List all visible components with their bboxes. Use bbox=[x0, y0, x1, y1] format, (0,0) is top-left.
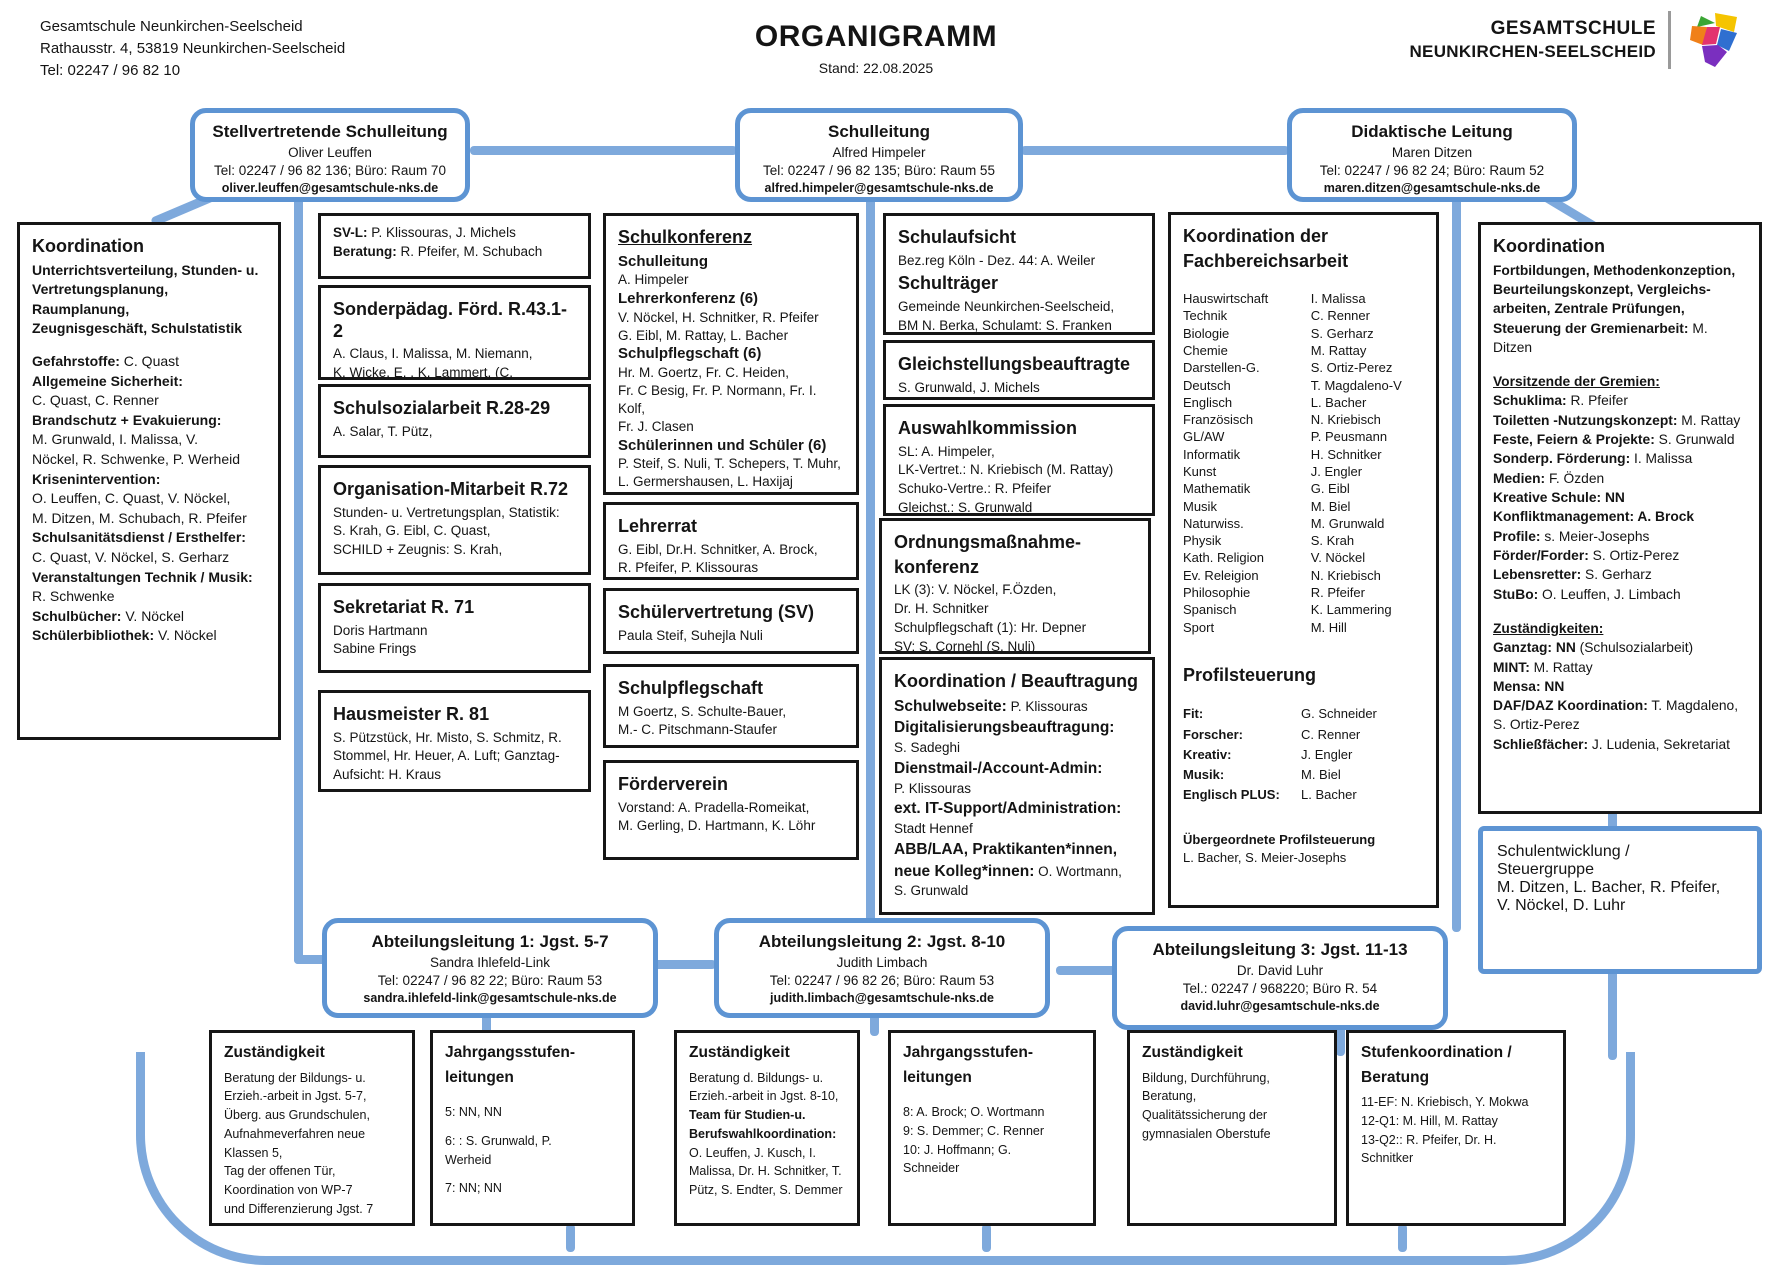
label-value-line: Beratung: R. Pfeifer, M. Schubach bbox=[333, 243, 543, 259]
box-title: Schülervertretung (SV) bbox=[618, 602, 815, 622]
box-zustaendigkeit-al1 bbox=[209, 1030, 415, 1226]
text-line: Sabine Frings bbox=[333, 641, 417, 657]
text-line: P. Klissouras bbox=[894, 780, 972, 796]
box-title: Hausmeister R. 81 bbox=[333, 704, 490, 724]
text-line: ext. IT-Support/Administration: bbox=[894, 800, 1122, 818]
label-value-line: Schuklima: R. Pfeifer bbox=[1493, 393, 1628, 409]
text-line: M. Grunwald, I. Malissa, V. bbox=[32, 431, 198, 448]
text-line: Stommel, Hr. Heuer, A. Luft; Ganztag- bbox=[333, 748, 560, 764]
text-line: Übergeordnete Profilsteuerung bbox=[1183, 832, 1376, 848]
label-value-line: Feste, Feiern & Projekte: S. Grunwald bbox=[1493, 432, 1735, 448]
connector-line bbox=[566, 1224, 575, 1252]
list-row: Mathematik G. Eibl bbox=[1183, 481, 1350, 497]
box-title: Jahrgangsstufen- bbox=[903, 1044, 1034, 1061]
text-line: Dr. H. Schnitker bbox=[894, 601, 989, 617]
box-title: Schulsozialarbeit R.28-29 bbox=[333, 398, 551, 418]
school-street: Rathausstr. 4, 53819 Neunkirchen-Seelscheid bbox=[40, 39, 346, 57]
two-column-list bbox=[1183, 704, 1424, 805]
email: maren.ditzen@gesamtschule-nks.de bbox=[1323, 181, 1541, 196]
text-line: LK-Vertret.: N. Kriebisch (M. Rattay) bbox=[898, 462, 1114, 478]
text-line: S. Grunwald, J. Michels bbox=[898, 379, 1040, 395]
box-title: Beratung bbox=[1361, 1068, 1430, 1086]
box-schulpflegschaft bbox=[603, 664, 859, 748]
text-line: Vorsitzende der Gremien: bbox=[1493, 374, 1660, 390]
phone-room: Tel.: 02247 / 968220; Büro R. 54 bbox=[1182, 981, 1378, 997]
logo-line1: GESAMTSCHULE bbox=[1490, 17, 1656, 39]
box-title: leitungen bbox=[903, 1068, 972, 1086]
box-title: Zuständigkeit bbox=[689, 1044, 790, 1061]
text-line: Team für Studien-u. bbox=[689, 1108, 806, 1123]
box-schulaufsicht-schultraeger bbox=[883, 213, 1155, 335]
box-sekretariat bbox=[318, 583, 591, 673]
text-line: Allgemeine Sicherheit: bbox=[32, 372, 183, 389]
text-line: A. Claus, I. Malissa, M. Niemann, bbox=[333, 346, 533, 362]
label-value-line: Schulwebseite: P. Klissouras bbox=[894, 697, 1088, 715]
list-row: Musik: M. Biel bbox=[1183, 766, 1341, 782]
text-line: R. Schwenke bbox=[32, 588, 115, 605]
text-line: Fortbildungen, Methodenkonzeption, bbox=[1493, 262, 1736, 278]
box-title: Schulaufsicht bbox=[898, 227, 1017, 247]
text-line: SL: A. Himpeler, bbox=[898, 443, 995, 459]
spacer bbox=[1183, 818, 1424, 831]
text-line: Doris Hartmann bbox=[333, 622, 428, 638]
box-title: Schulträger bbox=[898, 273, 999, 294]
box-title: Profilsteuerung bbox=[1183, 664, 1317, 685]
person-name: Alfred Himpeler bbox=[832, 145, 926, 160]
label-value-line: Ganztag: NN (Schulsozialarbeit) bbox=[1493, 640, 1694, 656]
list-row: Spanisch K. Lammering bbox=[1183, 602, 1392, 618]
school-phone: Tel: 02247 / 96 82 10 bbox=[40, 61, 181, 79]
list-row: Forscher: C. Renner bbox=[1183, 726, 1361, 742]
text-line: Hr. M. Goertz, Fr. C. Heiden, bbox=[618, 364, 790, 380]
text-line: Paula Steif, Suhejla Nuli bbox=[618, 627, 763, 643]
connector-line bbox=[294, 196, 303, 964]
text-line: A. Himpeler bbox=[618, 272, 689, 288]
box-title: Didaktische Leitung bbox=[1351, 122, 1513, 141]
spacer bbox=[445, 1122, 620, 1132]
person-name: Sandra Ihlefeld-Link bbox=[429, 955, 551, 970]
list-row: Sport M. Hill bbox=[1183, 619, 1347, 635]
box-title: Koordination bbox=[32, 236, 144, 256]
text-line: 13-Q2:: R. Pfeifer, Dr. H. bbox=[1361, 1132, 1497, 1147]
label-value-line: neue Kolleg*innen: O. Wortmann, bbox=[894, 862, 1122, 880]
spacer bbox=[1183, 805, 1424, 818]
text-line: 7: NN; NN bbox=[445, 1181, 502, 1196]
label-value-line: Sonderp. Förderung: I. Malissa bbox=[1493, 451, 1693, 467]
text-line: Berufswahlkoordination: bbox=[689, 1126, 837, 1141]
box-title: Sekretariat R. 71 bbox=[333, 597, 475, 617]
list-row: Deutsch T. Magdaleno-V bbox=[1183, 377, 1402, 393]
text-line: S. Ortiz-Perez bbox=[1493, 717, 1580, 733]
text-line: Dienstmail-/Account-Admin: bbox=[894, 759, 1103, 777]
text-line: Schulpflegschaft (1): Hr. Depner bbox=[894, 619, 1087, 635]
box-auswahlkommission bbox=[883, 404, 1155, 516]
version-date: Stand: 22.08.2025 bbox=[818, 60, 934, 76]
text-line: Stunden- u. Vertretungsplan, Statistik: bbox=[333, 504, 560, 520]
text-line: Zuständigkeiten: bbox=[1493, 620, 1604, 636]
text-line: Gleichst.: S. Grunwald bbox=[898, 500, 1033, 516]
text-line: G. Eibl, M. Rattay, L. Bacher bbox=[618, 327, 789, 343]
spacer bbox=[32, 339, 266, 352]
school-logo bbox=[1409, 10, 1747, 70]
box-svl-beratung bbox=[318, 213, 591, 279]
label-value-line: Medien: F. Özden bbox=[1493, 470, 1605, 486]
connector-line bbox=[1336, 1026, 1345, 1056]
box-abteilungsleitung-3 bbox=[1112, 926, 1448, 1030]
list-row: Kath. Religion V. Nöckel bbox=[1183, 550, 1366, 566]
label-value-line: Mensa: NN bbox=[1493, 678, 1565, 694]
box-gleichstellungsbeauftragte bbox=[883, 340, 1155, 400]
phone-room: Tel: 02247 / 96 82 24; Büro: Raum 52 bbox=[1319, 163, 1545, 179]
label-value-line: Förder/Forder: S. Ortiz-Perez bbox=[1493, 547, 1680, 563]
text-line: S. Grunwald bbox=[894, 883, 969, 899]
text-line: Krisenintervention: bbox=[32, 470, 161, 487]
connector-line bbox=[982, 1224, 991, 1252]
box-schulleitung bbox=[735, 108, 1023, 202]
text-line: Brandschutz + Evakuierung: bbox=[32, 411, 222, 428]
list-row: Technik C. Renner bbox=[1183, 308, 1370, 324]
text-line: Gemeinde Neunkirchen-Seelscheid, bbox=[898, 299, 1115, 315]
box-ordnungsmassnahmekonferenz bbox=[879, 518, 1151, 654]
text-line: BM N. Berka, Schulamt: S. Franken bbox=[898, 317, 1112, 333]
text-line: SV: S. Cornehl (S. Nuli) bbox=[894, 638, 1036, 654]
spacer bbox=[1183, 636, 1424, 649]
box-title: Gleichstellungsbeauftragte bbox=[898, 354, 1131, 374]
list-row: Fit: G. Schneider bbox=[1183, 706, 1377, 722]
text-line: Vorstand: A. Pradella-Romeikat, bbox=[618, 799, 810, 815]
text-line: gymnasialen Oberstufe bbox=[1142, 1126, 1271, 1141]
text-line: L. Bacher, S. Meier-Josephs bbox=[1183, 850, 1347, 866]
spacer bbox=[1493, 604, 1747, 617]
connector-line bbox=[1056, 966, 1116, 975]
list-row: Englisch PLUS: L. Bacher bbox=[1183, 786, 1357, 802]
logo-text bbox=[1409, 17, 1656, 64]
text-line: K. Wicke, E. , K. Lammert, (C. bbox=[333, 365, 514, 381]
label-value-line: Kreative Schule: NN bbox=[1493, 490, 1625, 506]
spacer bbox=[1183, 649, 1424, 662]
two-column-list bbox=[1183, 290, 1424, 636]
list-row: Chemie M. Rattay bbox=[1183, 343, 1367, 359]
text-line: R. Pfeifer, P. Klissouras bbox=[618, 560, 759, 576]
box-title: Auswahlkommission bbox=[898, 418, 1078, 438]
box-title: Zuständigkeit bbox=[1142, 1044, 1243, 1061]
spacer bbox=[1183, 275, 1424, 288]
list-row: Biologie S. Gerharz bbox=[1183, 325, 1374, 341]
box-foerderverein bbox=[603, 760, 859, 860]
box-lehrerrat bbox=[603, 502, 859, 580]
label-value-line: Gefahrstoffe: C. Quast bbox=[32, 352, 180, 369]
connector-line bbox=[654, 960, 716, 969]
text-line: 6: : S. Grunwald, P. bbox=[445, 1133, 552, 1148]
text-line: Fr. J. Clasen bbox=[618, 418, 694, 434]
label-value-line: Schülerbibliothek: V. Nöckel bbox=[32, 627, 217, 644]
text-line: Aufnahmeverfahren neue bbox=[224, 1126, 366, 1141]
text-line: Qualitätssicherung der bbox=[1142, 1108, 1268, 1123]
label-value-line: Profile: s. Meier-Josephs bbox=[1493, 528, 1650, 544]
list-row: Ev. Releigion N. Kriebisch bbox=[1183, 567, 1381, 583]
box-title: Schulpflegschaft bbox=[618, 678, 764, 698]
text-line: 11-EF: N. Kriebisch, Y. Mokwa bbox=[1361, 1095, 1529, 1110]
list-row: Darstellen-G. S. Ortiz-Perez bbox=[1183, 360, 1393, 376]
label-value-line: MINT: M. Rattay bbox=[1493, 659, 1593, 675]
phone-room: Tel: 02247 / 96 82 136; Büro: Raum 70 bbox=[214, 163, 446, 179]
text-line: M. Ditzen, M. Schubach, R. Pfeifer bbox=[32, 509, 247, 526]
box-title: Förderverein bbox=[618, 774, 729, 794]
logo-line2: NEUNKIRCHEN-SEELSCHEID bbox=[1409, 42, 1656, 62]
text-line: V. Nöckel, D. Luhr bbox=[1497, 897, 1626, 914]
text-line: M.- C. Pitschmann-Staufer bbox=[618, 722, 778, 738]
list-row: Französisch N. Kriebisch bbox=[1183, 412, 1381, 428]
box-jahrgangsstufenleitungen-al1 bbox=[430, 1030, 635, 1226]
text-line: Fr. C Besig, Fr. P. Normann, Fr. I. Kolf, bbox=[618, 382, 817, 416]
person-name: Judith Limbach bbox=[836, 955, 928, 970]
text-line: Beratung d. Bildungs- u. bbox=[689, 1070, 824, 1085]
spacer bbox=[445, 1169, 620, 1179]
connector-line bbox=[1452, 198, 1461, 932]
text-line: Vertretungsplanung, Raumplanung, bbox=[32, 281, 169, 317]
text-line: L. Germershausen, L. Haxijaj bbox=[618, 474, 793, 490]
school-address-block bbox=[40, 16, 345, 81]
box-zustaendigkeit-al2 bbox=[674, 1030, 860, 1226]
email: david.luhr@gesamtschule-nks.de bbox=[1180, 999, 1380, 1014]
spacer bbox=[445, 1093, 620, 1103]
text-line: Schulpflegschaft (6) bbox=[618, 345, 762, 363]
text-line: Schneider bbox=[903, 1161, 960, 1176]
box-koordination-fachbereichsarbeit bbox=[1168, 212, 1439, 908]
text-line: Aufsicht: H. Kraus bbox=[333, 767, 442, 783]
text-line: Zeugnisgeschäft, Schulstatistik bbox=[32, 320, 243, 337]
text-line: Schulleitung bbox=[618, 252, 708, 270]
text-line: arbeiten, Zentrale Prüfungen, bbox=[1493, 301, 1685, 317]
text-line: Klassen 5, bbox=[224, 1145, 283, 1160]
phone-room: Tel: 02247 / 96 82 26; Büro: Raum 53 bbox=[769, 973, 995, 989]
text-line: 9: S. Demmer; C. Renner bbox=[903, 1123, 1045, 1138]
text-line: M. Ditzen, L. Bacher, R. Pfeifer, bbox=[1497, 879, 1721, 896]
box-sonderpaedagogische-foerderung bbox=[318, 285, 591, 380]
text-line: Überg. aus Grundschulen, bbox=[224, 1108, 370, 1123]
text-line: C. Quast, V. Nöckel, S. Gerharz bbox=[32, 548, 230, 565]
text-line: M Goertz, S. Schulte-Bauer, bbox=[618, 703, 787, 719]
label-value-line: StuBo: O. Leuffen, J. Limbach bbox=[1493, 586, 1681, 602]
text-line: Digitalisierungsbeauftragung: bbox=[894, 719, 1115, 737]
email: oliver.leuffen@gesamtschule-nks.de bbox=[221, 181, 439, 196]
connector-line bbox=[1021, 146, 1289, 155]
list-row: GL/AW P. Peusmann bbox=[1183, 429, 1388, 445]
box-koordination-rechts bbox=[1478, 222, 1762, 814]
text-line: O. Leuffen, J. Kusch, I. bbox=[689, 1145, 816, 1160]
box-title: Schulentwicklung / bbox=[1497, 843, 1630, 860]
box-title: Lehrerrat bbox=[618, 516, 698, 536]
text-line: Bildung, Durchführung, bbox=[1142, 1070, 1270, 1085]
list-row: Informatik H. Schnitker bbox=[1183, 446, 1382, 462]
box-koordination-beauftragung bbox=[879, 657, 1155, 915]
label-value-line: SV-L: P. Klissouras, J. Michels bbox=[333, 225, 516, 240]
text-line: Nöckel, R. Schwenke, P. Werheid bbox=[32, 450, 241, 467]
list-row: Philosophie R. Pfeifer bbox=[1183, 584, 1365, 600]
text-line: Stadt Hennef bbox=[894, 821, 973, 837]
text-line: und Differenzierung Jgst. 7 bbox=[224, 1201, 374, 1216]
text-line: ABB/LAA, Praktikanten*innen, bbox=[894, 841, 1118, 859]
text-line: 10: J. Hoffmann; G. bbox=[903, 1142, 1012, 1157]
text-line: Erzieh.-arbeit in Jgst. 5-7, bbox=[224, 1089, 367, 1104]
box-title: Stellvertretende Schulleitung bbox=[212, 122, 448, 141]
label-value-line: Konfliktmanagement: A. Brock bbox=[1493, 509, 1695, 525]
email: judith.limbach@gesamtschule-nks.de bbox=[769, 991, 995, 1006]
box-stufenkoordination-beratung bbox=[1346, 1030, 1566, 1226]
text-line: M. Gerling, D. Hartmann, K. Löhr bbox=[618, 818, 816, 834]
box-title: Abteilungsleitung 1: Jgst. 5-7 bbox=[371, 932, 609, 951]
box-schulkonferenz bbox=[603, 213, 859, 495]
text-line: Bez.reg Köln - Dez. 44: A. Weiler bbox=[898, 252, 1096, 268]
box-title: Schulleitung bbox=[828, 122, 930, 141]
box-title: Jahrgangsstufen- bbox=[445, 1044, 576, 1061]
label-value-line: Lebensretter: S. Gerharz bbox=[1493, 567, 1652, 583]
person-name: Oliver Leuffen bbox=[288, 145, 372, 160]
spacer bbox=[1183, 689, 1424, 702]
label-value-line: Schulbücher: V. Nöckel bbox=[32, 607, 184, 624]
label-value-line: Toiletten -Nutzungskonzept: M. Rattay bbox=[1493, 412, 1741, 428]
box-stellvertretende-schulleitung bbox=[190, 108, 470, 202]
label-value-line: Schließfächer: J. Ludenia, Sekretariat bbox=[1493, 736, 1730, 752]
text-line: P. Steif, S. Nuli, T. Schepers, T. Muhr, bbox=[618, 456, 841, 472]
text-line: Tag der offenen Tür, bbox=[224, 1164, 336, 1179]
label-value-line: DAF/DAZ Koordination: T. Magdaleno, bbox=[1493, 698, 1739, 714]
connector-line bbox=[1398, 1224, 1407, 1252]
connector-line bbox=[1608, 970, 1617, 1060]
text-line: Unterrichtsverteilung, Stunden- u. bbox=[32, 261, 259, 278]
text-line: C. Quast, C. Renner bbox=[32, 392, 159, 409]
box-title: Zuständigkeit bbox=[224, 1044, 325, 1061]
text-line: A. Salar, T. Pütz, bbox=[333, 423, 433, 439]
text-line: 5: NN, NN bbox=[445, 1105, 502, 1120]
list-row: Hauswirtschaft I. Malissa bbox=[1183, 291, 1366, 307]
list-row: Naturwiss. M. Grunwald bbox=[1183, 515, 1385, 531]
text-line: Werheid bbox=[445, 1152, 492, 1167]
text-line: Beratung der Bildungs- u. bbox=[224, 1070, 366, 1085]
connector-line bbox=[470, 146, 737, 155]
box-schulentwicklung-steuergruppe bbox=[1478, 826, 1762, 974]
text-line: G. Eibl, Dr.H. Schnitker, A. Brock, bbox=[618, 541, 818, 557]
text-line: Beurteilungskonzept, Vergleichs- bbox=[1493, 281, 1711, 297]
box-jahrgangsstufenleitungen-al2 bbox=[888, 1030, 1096, 1226]
logo-divider bbox=[1668, 11, 1671, 69]
email: alfred.himpeler@gesamtschule-nks.de bbox=[764, 181, 994, 196]
text-line: O. Leuffen, C. Quast, V. Nöckel, bbox=[32, 490, 231, 507]
box-title: Ordnungsmaßnahme- bbox=[894, 532, 1082, 552]
text-line: Erzieh.-arbeit in Jgst. 8-10, bbox=[689, 1089, 839, 1104]
box-abteilungsleitung-1 bbox=[322, 918, 658, 1018]
box-didaktische-leitung bbox=[1287, 108, 1577, 202]
text-line: S. Pützstück, Hr. Misto, S. Schmitz, R. bbox=[333, 729, 562, 745]
text-line: LK (3): V. Nöckel, F.Özden, bbox=[894, 582, 1057, 598]
spacer bbox=[903, 1093, 1081, 1103]
spacer bbox=[1493, 357, 1747, 370]
text-line: Veranstaltungen Technik / Musik: bbox=[32, 568, 253, 585]
box-title: konferenz bbox=[894, 556, 980, 577]
list-row: Physik S. Krah bbox=[1183, 533, 1355, 549]
box-title: Sonderpädag. Förd. R.43.1-2 bbox=[333, 299, 568, 341]
text-line: Koordination von WP-7 bbox=[224, 1183, 353, 1198]
list-row: Musik M. Biel bbox=[1183, 498, 1351, 514]
email: sandra.ihlefeld-link@gesamtschule-nks.de bbox=[363, 991, 617, 1006]
box-title: Koordination / Beauftragung bbox=[894, 671, 1138, 691]
list-row: Kunst J. Engler bbox=[1183, 464, 1363, 479]
box-abteilungsleitung-2 bbox=[714, 918, 1050, 1018]
box-title: Abteilungsleitung 3: Jgst. 11-13 bbox=[1152, 940, 1408, 959]
box-title: leitungen bbox=[445, 1068, 514, 1086]
list-row: Englisch L. Bacher bbox=[1183, 394, 1367, 410]
person-name: Dr. David Luhr bbox=[1236, 963, 1324, 978]
page-title: ORGANIGRAMM bbox=[754, 20, 998, 53]
phone-room: Tel: 02247 / 96 82 22; Büro: Raum 53 bbox=[377, 973, 603, 989]
list-row: Kreativ: J. Engler bbox=[1183, 746, 1353, 762]
box-title: Fachbereichsarbeit bbox=[1183, 250, 1349, 271]
text-line: 8: A. Brock; O. Wortmann bbox=[903, 1105, 1045, 1120]
box-schulsozialarbeit bbox=[318, 384, 591, 458]
box-title: Steuergruppe bbox=[1497, 861, 1594, 878]
box-koordination-links bbox=[17, 222, 281, 740]
text-line: S. Krah, G. Eibl, C. Quast, bbox=[333, 523, 491, 539]
box-title: Abteilungsleitung 2: Jgst. 8-10 bbox=[758, 932, 1006, 951]
box-hausmeister bbox=[318, 690, 591, 792]
box-title: Organisation-Mitarbeit R.72 bbox=[333, 479, 569, 499]
box-title: Schulkonferenz bbox=[618, 227, 753, 247]
phone-room: Tel: 02247 / 96 82 135; Büro: Raum 55 bbox=[763, 163, 995, 179]
text-line: Beratung, bbox=[1142, 1089, 1197, 1104]
person-name: Maren Ditzen bbox=[1391, 145, 1473, 160]
text-line: Schülerinnen und Schüler (6) bbox=[618, 436, 827, 454]
box-title: Stufenkoordination / bbox=[1361, 1044, 1512, 1061]
text-line: 12-Q1: M. Hill, M. Rattay bbox=[1361, 1113, 1498, 1128]
box-zustaendigkeit-al3 bbox=[1127, 1030, 1337, 1226]
text-line: Schnitker bbox=[1361, 1151, 1414, 1166]
text-line: Pütz, S. Endter, S. Demmer bbox=[689, 1183, 843, 1198]
school-head-logo-icon bbox=[1683, 10, 1747, 70]
box-organisation-mitarbeit bbox=[318, 465, 591, 575]
text-line: V. Nöckel, H. Schnitker, R. Pfeifer bbox=[618, 309, 819, 325]
text-line: Lehrerkonferenz (6) bbox=[618, 290, 759, 308]
text-line: SCHILD + Zeugnis: S. Krah, bbox=[333, 542, 503, 558]
label-value-line: Steuerung der Gremienarbeit: M. Ditzen bbox=[1493, 320, 1708, 355]
text-line: S. Sadeghi bbox=[894, 739, 961, 755]
box-title: Koordination bbox=[1493, 236, 1605, 256]
box-schuelervertretung bbox=[603, 588, 859, 654]
school-name: Gesamtschule Neunkirchen-Seelscheid bbox=[40, 18, 303, 35]
connector-line bbox=[866, 198, 875, 924]
text-line: Malissa, Dr. H. Schnitker, T. bbox=[689, 1164, 842, 1179]
text-line: Schuko-Vertre.: R. Pfeifer bbox=[898, 481, 1052, 497]
text-line: Schulsanitätsdienst / Ersthelfer: bbox=[32, 529, 246, 546]
box-title: Koordination der bbox=[1183, 226, 1328, 246]
